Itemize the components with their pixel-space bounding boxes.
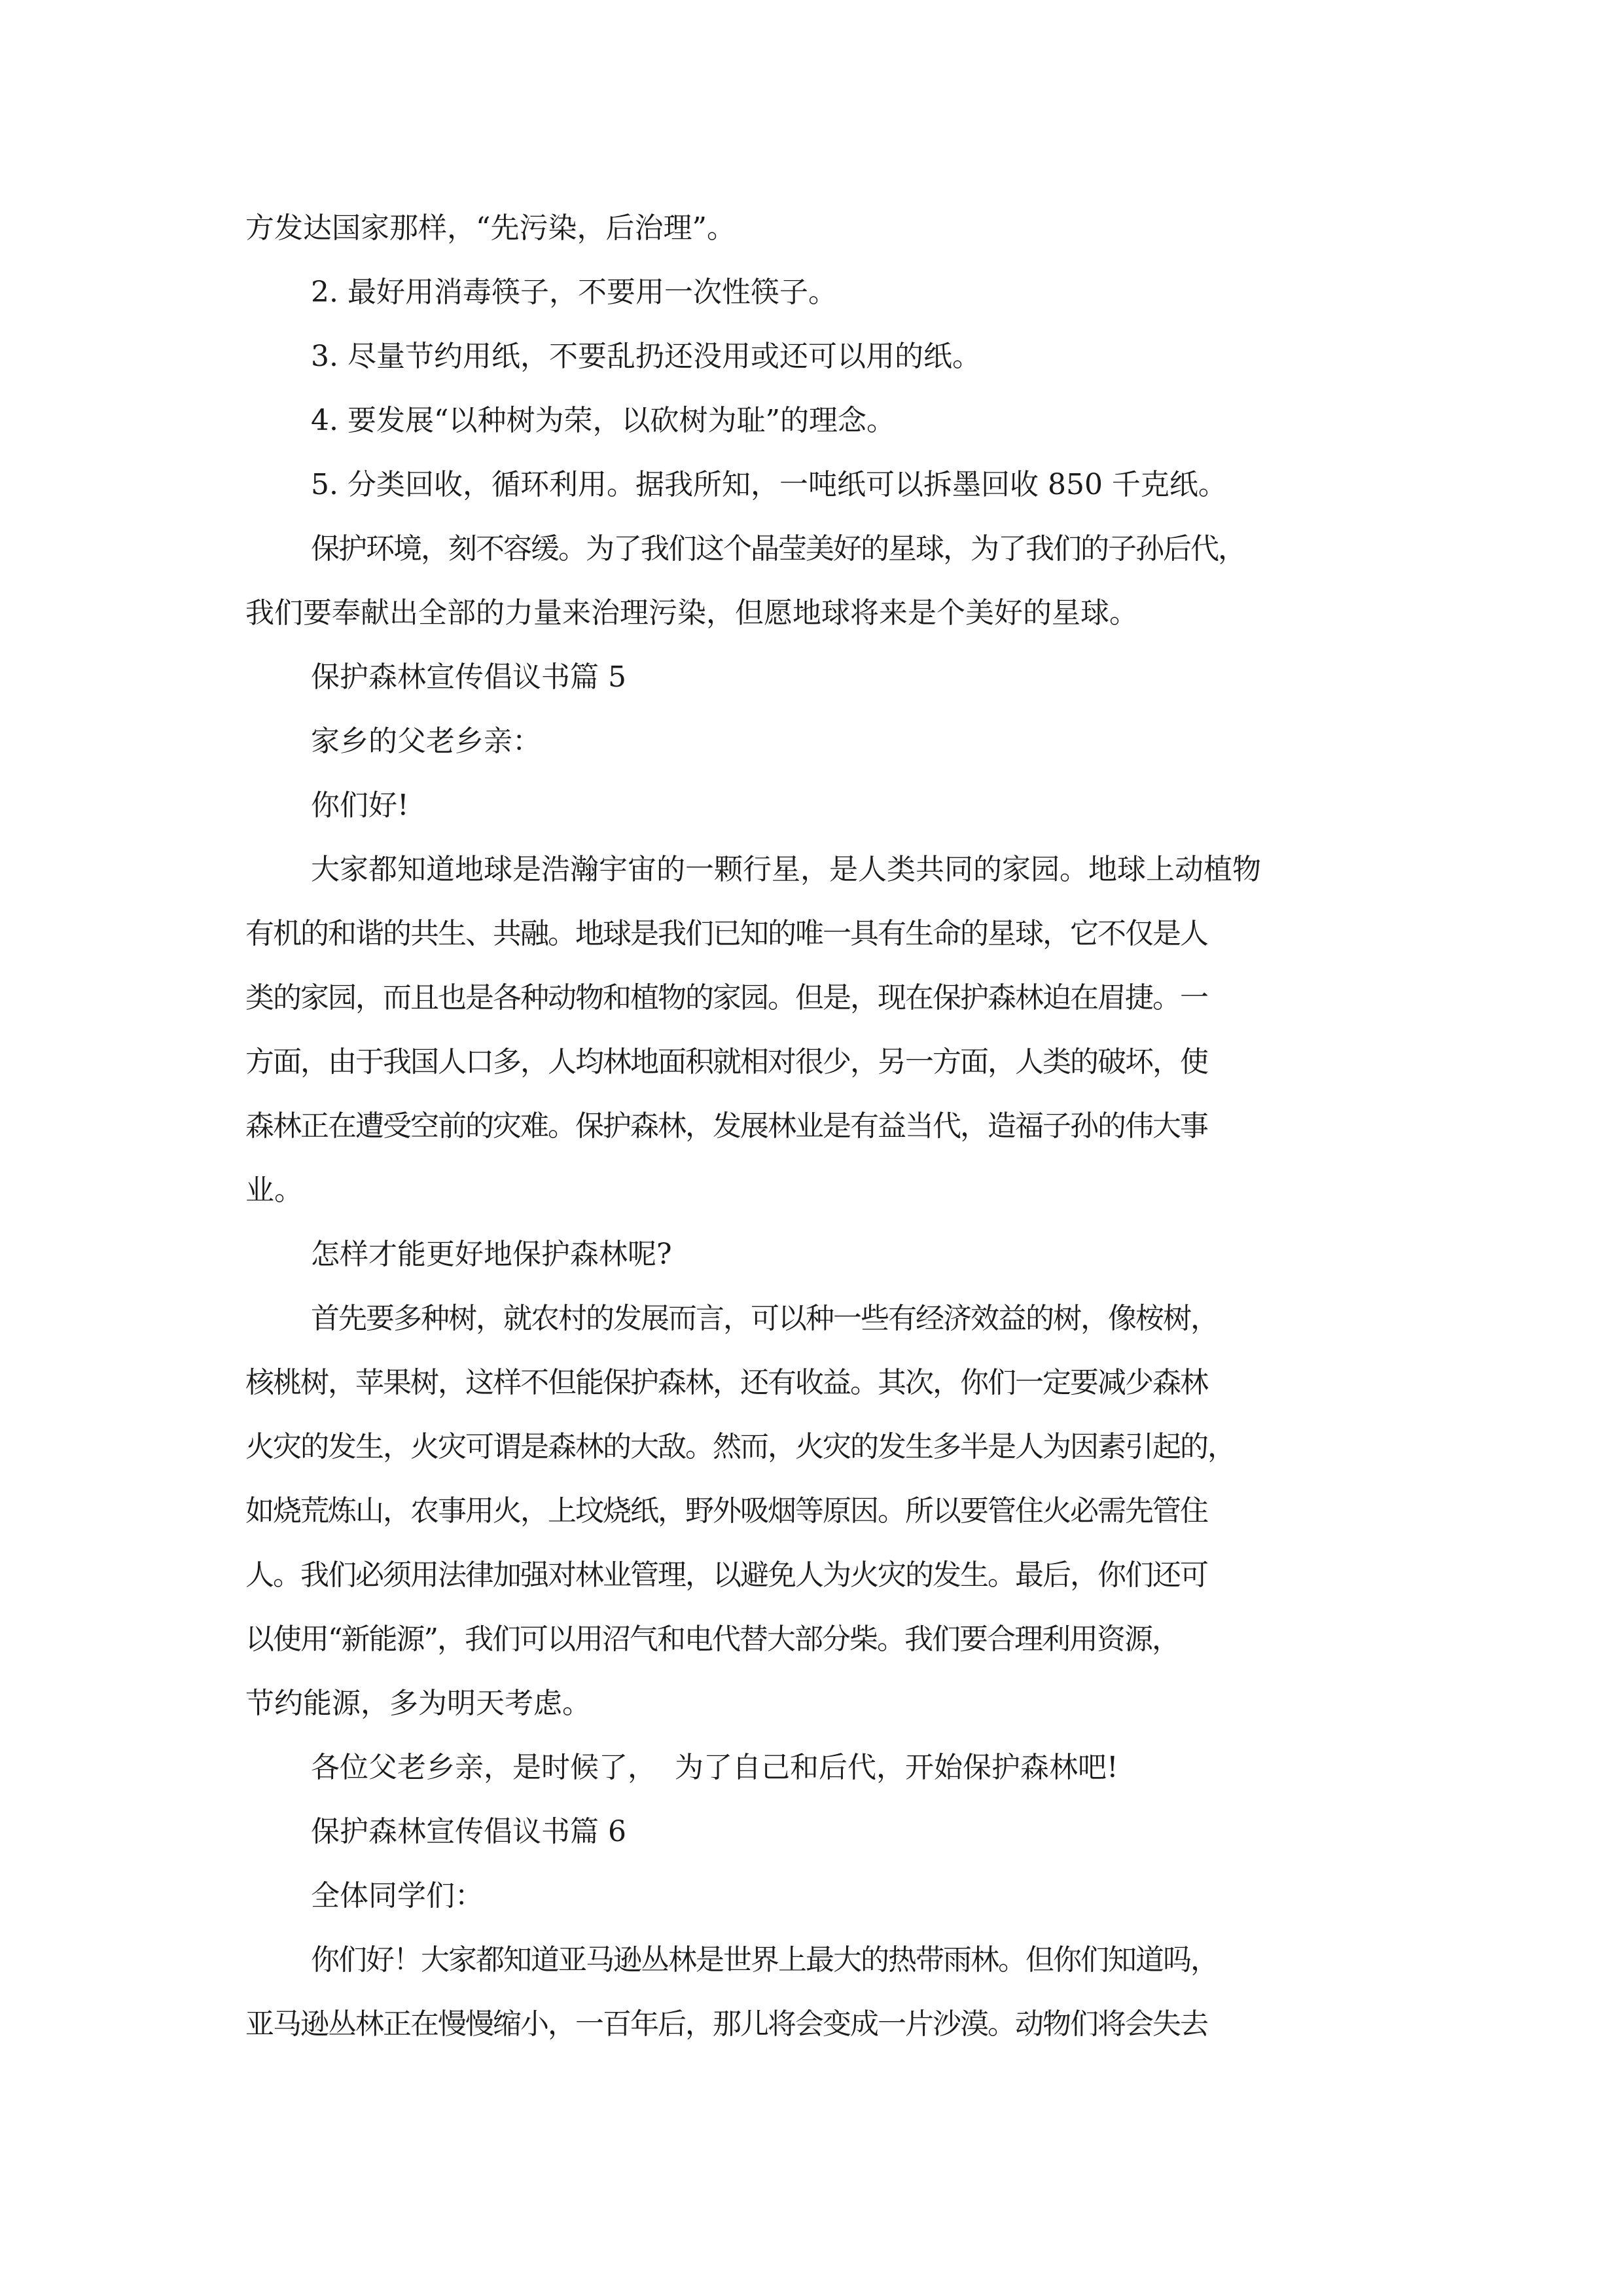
section-heading-6: 保护森林宣传倡议书篇 6	[311, 1815, 626, 1848]
text-line-21: 如烧荒炼山，农事用火，上坟烧纸，野外吸烟等原因。所以要管住火必需先管住	[245, 1494, 1207, 1528]
text-line-2: 2. 最好用消毒筷子，不要用一次性筷子。	[311, 276, 837, 309]
text-line-19: 核桃树，苹果树，这样不但能保护森林，还有收益。其次，你们一定要减少森林	[245, 1366, 1207, 1399]
greeting-5: 你们好!	[311, 789, 409, 822]
text-line-13: 类的家园，而且也是各种动物和植物的家园。但是，现在保护森林迫在眉捷。一	[245, 981, 1207, 1014]
section-heading-5: 保护森林宣传倡议书篇 5	[311, 660, 626, 694]
text-line-12: 有机的和谐的共生、共融。地球是我们已知的唯一具有生命的星球，它不仅是人	[245, 917, 1207, 950]
text-line-11: 大家都知道地球是浩瀚宇宙的一颗行星，是人类共同的家园。地球上动植物	[311, 853, 1261, 886]
salutation-5: 家乡的父老乡亲：	[311, 725, 541, 758]
text-line-16: 业。	[245, 1174, 303, 1207]
text-line-15: 森林正在遭受空前的灾难。保护森林，发展林业是有益当代，造福子孙的伟大事	[245, 1109, 1207, 1143]
text-line-17: 怎样才能更好地保护森林呢?	[311, 1238, 672, 1271]
text-line-7: 我们要奉献出全部的力量来治理污染，但愿地球将来是个美好的星球。	[245, 596, 1138, 630]
text-line-24: 节约能源，多为明天考虑。	[245, 1687, 591, 1720]
text-line-25: 各位父老乡亲，是时候了， 为了自己和后代，开始保护森林吧!	[311, 1751, 1118, 1784]
text-line-3: 3. 尽量节约用纸，不要乱扔还没用或还可以用的纸。	[311, 340, 981, 373]
salutation-6: 全体同学们：	[311, 1879, 484, 1912]
text-line-5: 5. 分类回收，循环利用。据我所知，一吨纸可以拆墨回收 850 千克纸。	[311, 468, 1227, 501]
text-line-28: 你们好！大家都知道亚马逊丛林是世界上最大的热带雨林。但你们知道吗，	[311, 1943, 1218, 1977]
text-line-6: 保护环境，刻不容缓。为了我们这个晶莹美好的星球，为了我们的子孙后代，	[311, 532, 1245, 565]
text-line-23: 以使用“新能源”，我们可以用沼气和电代替大部分柴。我们要合理利用资源，	[245, 1623, 1179, 1656]
text-line-4: 4. 要发展“以种树为荣，以砍树为耻”的理念。	[311, 404, 895, 437]
text-line-18: 首先要多种树，就农村的发展而言，可以种一些有经济效益的树，像桉树，	[311, 1302, 1218, 1335]
text-line-14: 方面，由于我国人口多，人均林地面积就相对很少，另一方面，人类的破坏，使	[245, 1045, 1207, 1079]
text-line-1: 方发达国家那样，“先污染，后治理”。	[245, 211, 736, 245]
document-page	[245, 196, 1384, 2056]
text-line-20: 火灾的发生，火灾可谓是森林的大敌。然而，火灾的发生多半是人为因素引起的，	[245, 1430, 1235, 1463]
text-line-22: 人。我们必须用法律加强对林业管理，以避免人为火灾的发生。最后，你们还可	[245, 1558, 1207, 1592]
text-line-29: 亚马逊丛林正在慢慢缩小，一百年后，那儿将会变成一片沙漠。动物们将会失去	[245, 2007, 1207, 2041]
